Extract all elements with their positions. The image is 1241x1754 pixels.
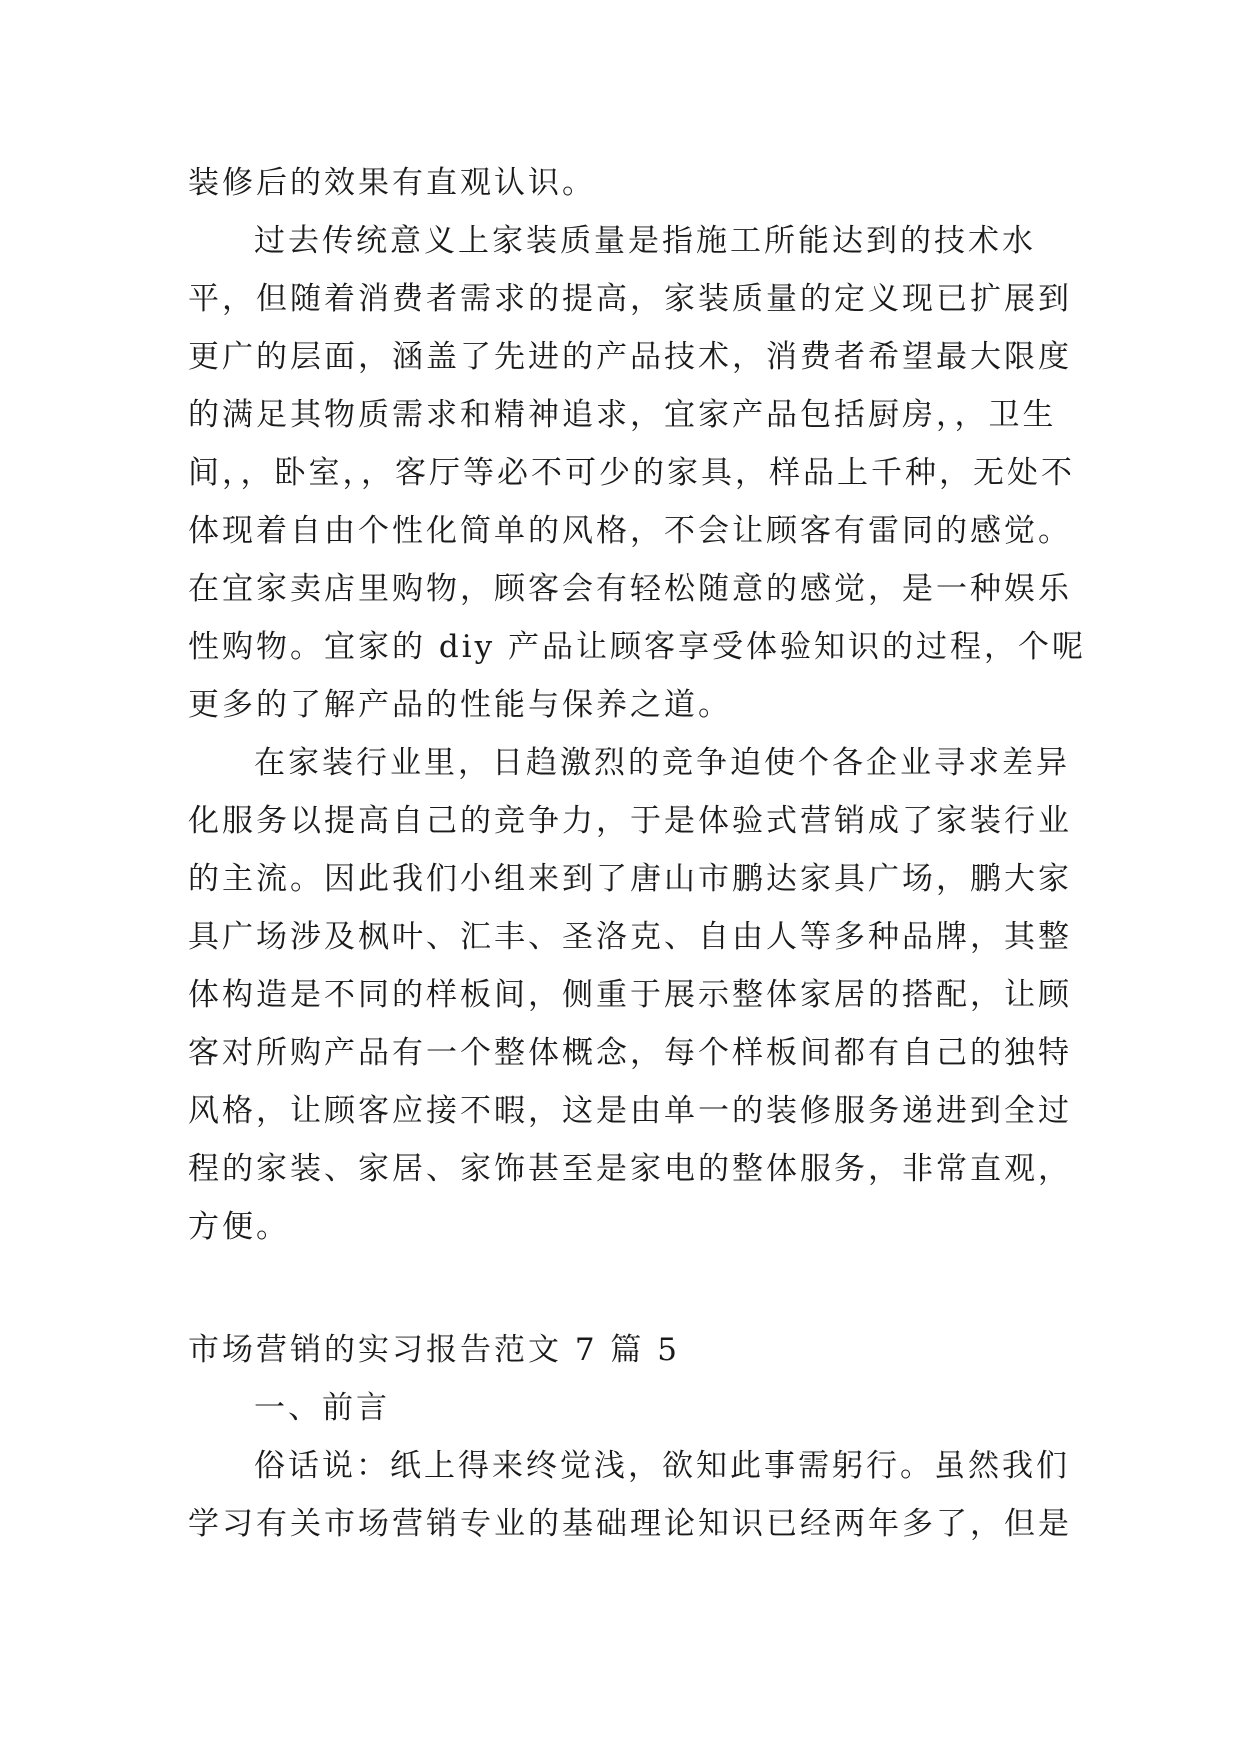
text-line: 程的家装、家居、家饰甚至是家电的整体服务，非常直观，	[188, 1151, 1072, 1187]
paragraph-start-line: 过去传统意义上家装质量是指施工所能达到的技术水	[254, 223, 1036, 259]
text-line: 风格，让顾客应接不暇，这是由单一的装修服务递进到全过	[188, 1093, 1072, 1129]
document-body-section-b	[188, 1321, 1072, 1553]
paragraph-start-line: 在家装行业里，日趋激烈的竞争迫使个各企业寻求差异	[254, 745, 1070, 781]
text-line: 更广的层面，涵盖了先进的产品技术，消费者希望最大限度	[188, 339, 1072, 375]
text-line: 装修后的效果有直观认识。	[188, 165, 596, 201]
text-line: 学习有关市场营销专业的基础理论知识已经两年多了，但是	[188, 1506, 1072, 1542]
text-line: 体现着自由个性化简单的风格，不会让顾客有雷同的感觉。	[188, 513, 1072, 549]
document-body-section-a	[188, 154, 1086, 1256]
subsection-heading: 一、前言	[254, 1390, 390, 1426]
text-line: 的满足其物质需求和精神追求，宜家产品包括厨房，，卫生	[188, 397, 1057, 433]
paragraph-start-line: 俗话说：纸上得来终觉浅，欲知此事需躬行。虽然我们	[254, 1448, 1070, 1484]
text-line: 间，，卧室，，客厅等必不可少的家具，样品上千种，无处不	[188, 455, 1075, 491]
text-line: 化服务以提高自己的竞争力，于是体验式营销成了家装行业	[188, 803, 1072, 839]
text-line: 在宜家卖店里购物，顾客会有轻松随意的感觉，是一种娱乐	[188, 571, 1072, 607]
text-line: 更多的了解产品的性能与保养之道。	[188, 687, 732, 723]
section-heading: 市场营销的实习报告范文 7 篇 5	[188, 1332, 681, 1368]
text-line: 具广场涉及枫叶、汇丰、圣洛克、自由人等多种品牌，其整	[188, 919, 1072, 955]
text-line: 体构造是不同的样板间，侧重于展示整体家居的搭配，让顾	[188, 977, 1072, 1013]
text-line: 客对所购产品有一个整体概念，每个样板间都有自己的独特	[188, 1035, 1072, 1071]
text-line: 性购物。宜家的 diy 产品让顾客享受体验知识的过程，个呢	[188, 629, 1086, 665]
text-line: 方便。	[188, 1209, 290, 1245]
text-line: 平，但随着消费者需求的提高，家装质量的定义现已扩展到	[188, 281, 1072, 317]
text-line: 的主流。因此我们小组来到了唐山市鹏达家具广场，鹏大家	[188, 861, 1072, 897]
